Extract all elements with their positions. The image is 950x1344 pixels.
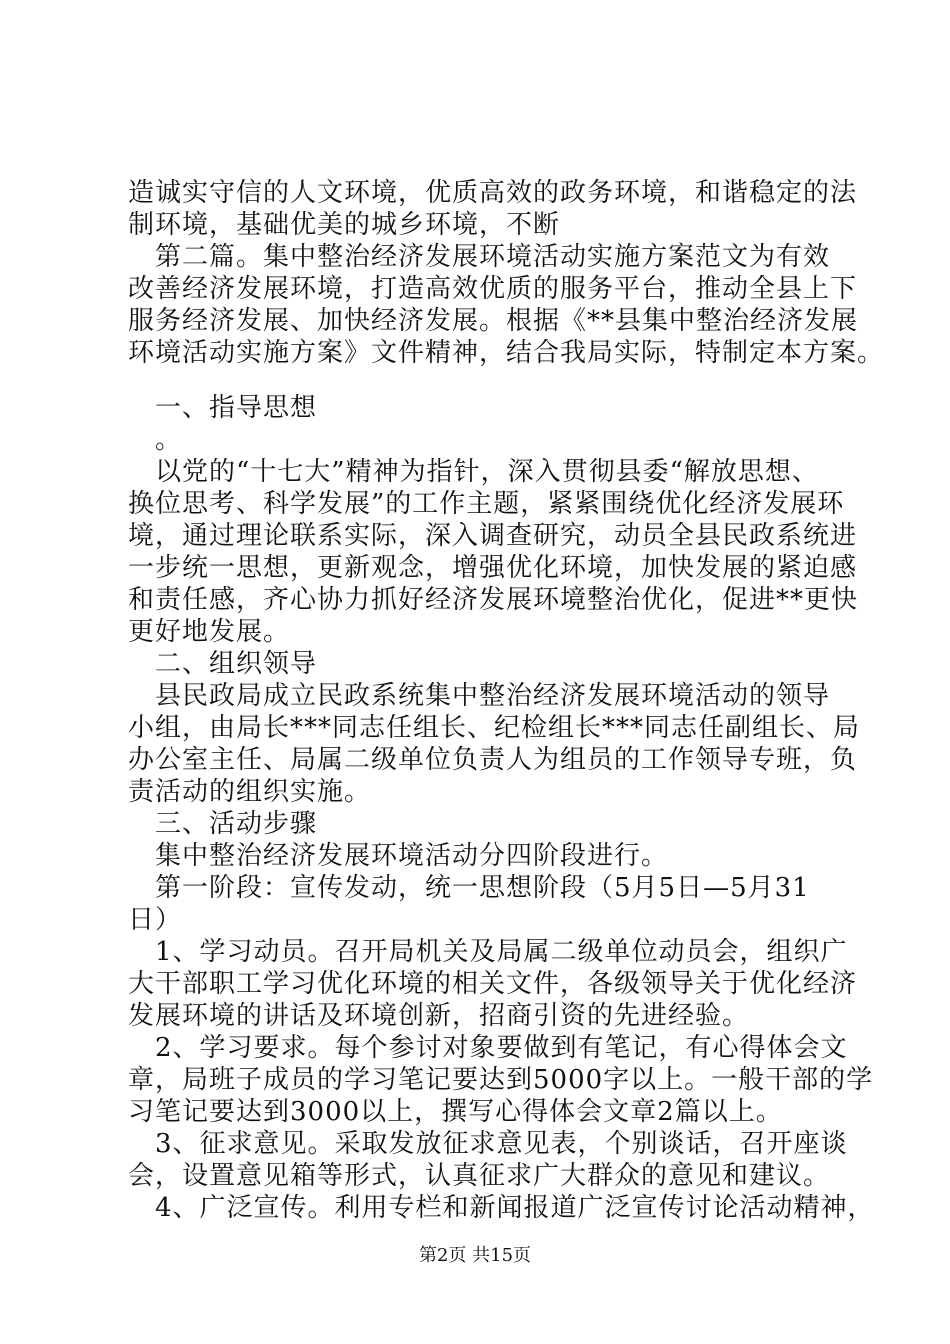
text-line: 章，局班子成员的学习笔记要达到5000字以上。一般干部的学 <box>128 1065 874 1095</box>
text-line: 办公室主任、局属二级单位负责人为组员的工作领导专班，负 <box>128 745 858 775</box>
text-line: 第二篇。集中整治经济发展环境活动实施方案范文为有效 <box>128 242 831 272</box>
text-line: 环境活动实施方案》文件精神，结合我局实际，特制定本方案。 <box>128 338 885 368</box>
page-number-footer: 第2页 共15页 <box>418 1245 532 1266</box>
text-line: 责活动的组织实施。 <box>128 777 372 807</box>
section-heading: 一、指导思想 <box>128 393 318 423</box>
section-heading: 三、活动步骤 <box>128 809 318 839</box>
text-line: 更好地发展。 <box>128 617 291 647</box>
text-line: 日） <box>128 905 183 935</box>
text-line: 4、广泛宣传。利用专栏和新闻报道广泛宣传讨论活动精神， <box>128 1193 875 1223</box>
text-line: 小组，由局长***同志任组长、纪检组长***同志任副组长、局 <box>128 713 861 743</box>
text-line: 一步统一思想，更新观念，增强优化环境，加快发展的紧迫感 <box>128 553 858 583</box>
text-line: 和责任感，齐心协力抓好经济发展环境整治优化，促进**更快 <box>128 585 859 615</box>
text-line: 习笔记要达到3000以上，撰写心得体会文章2篇以上。 <box>128 1097 783 1127</box>
text-line: 造诚实守信的人文环境，优质高效的政务环境，和谐稳定的法 <box>128 178 858 208</box>
text-line: 会，设置意见箱等形式，认真征求广大群众的意见和建议。 <box>128 1161 831 1191</box>
text-line: 。 <box>128 425 183 455</box>
text-line: 县民政局成立民政系统集中整治经济发展环境活动的领导 <box>128 681 831 711</box>
text-line: 制环境，基础优美的城乡环境，不断 <box>128 210 561 240</box>
text-line: 改善经济发展环境，打造高效优质的服务平台，推动全县上下 <box>128 274 858 304</box>
text-line: 境，通过理论联系实际，深入调查研究，动员全县民政系统进 <box>128 521 858 551</box>
text-line: 发展环境的讲话及环境创新，招商引资的先进经验。 <box>128 1001 750 1031</box>
text-line: 集中整治经济发展环境活动分四阶段进行。 <box>128 841 669 871</box>
text-line: 以党的“十七大”精神为指针，深入贯彻县委“解放思想、 <box>128 457 819 487</box>
text-line: 1、学习动员。召开局机关及局属二级单位动员会，组织广 <box>128 937 848 967</box>
text-line: 换位思考、科学发展”的工作主题，紧紧围绕优化经济发展环 <box>128 489 845 519</box>
text-line: 服务经济发展、加快经济发展。根据《**县集中整治经济发展 <box>128 306 859 336</box>
text-line: 3、征求意见。采取发放征求意见表，个别谈话，召开座谈 <box>128 1129 848 1159</box>
text-line: 2、学习要求。每个参讨对象要做到有笔记，有心得体会文 <box>128 1033 848 1063</box>
text-line: 大干部职工学习优化环境的相关文件，各级领导关于优化经济 <box>128 969 858 999</box>
text-line: 第一阶段：宣传发动，统一思想阶段（5月5日—5月31 <box>128 873 810 903</box>
section-heading: 二、组织领导 <box>128 649 318 679</box>
